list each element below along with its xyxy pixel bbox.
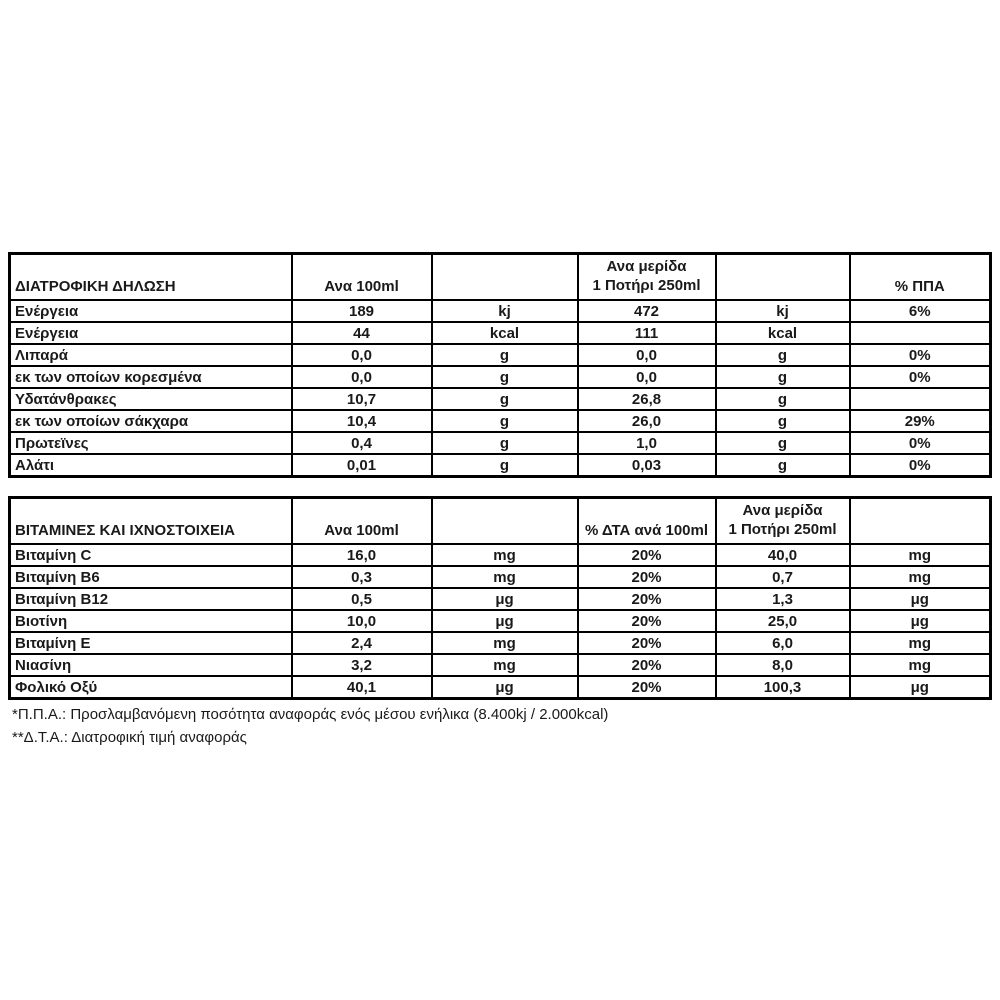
unit-per-serving: g	[716, 410, 850, 432]
value-per-serving: 25,0	[716, 610, 850, 632]
percent-dta: 20%	[578, 654, 716, 676]
value-per-100ml: 10,7	[292, 388, 432, 410]
col-header-unit-1	[432, 498, 578, 545]
value-per-100ml: 10,0	[292, 610, 432, 632]
serving-header-line1: Ανα μερίδα	[742, 502, 823, 519]
unit-per-serving: mg	[850, 544, 991, 566]
value-per-100ml: 0,4	[292, 432, 432, 454]
unit-per-serving: g	[716, 388, 850, 410]
percent-ppa: 0%	[850, 344, 991, 366]
unit-per-100ml: g	[432, 344, 578, 366]
value-per-100ml: 16,0	[292, 544, 432, 566]
unit-per-serving: g	[716, 366, 850, 388]
unit-per-serving: kcal	[716, 322, 850, 344]
table-title: ΔΙΑΤΡΟΦΙΚΗ ΔΗΛΩΣΗ	[10, 254, 292, 301]
value-per-serving: 111	[578, 322, 716, 344]
table-header-row	[10, 254, 991, 301]
percent-ppa	[850, 322, 991, 344]
value-per-100ml: 0,0	[292, 344, 432, 366]
table-row	[10, 566, 991, 588]
unit-per-100ml: mg	[432, 654, 578, 676]
table-row	[10, 410, 991, 432]
percent-ppa: 6%	[850, 300, 991, 322]
unit-per-serving: kj	[716, 300, 850, 322]
nutrient-label: εκ των οποίων κορεσμένα	[10, 366, 292, 388]
unit-per-serving: mg	[850, 654, 991, 676]
unit-per-100ml: g	[432, 432, 578, 454]
value-per-100ml: 189	[292, 300, 432, 322]
unit-per-100ml: μg	[432, 676, 578, 699]
unit-per-serving: μg	[850, 588, 991, 610]
value-per-100ml: 2,4	[292, 632, 432, 654]
value-per-100ml: 44	[292, 322, 432, 344]
unit-per-100ml: kj	[432, 300, 578, 322]
unit-per-serving: μg	[850, 610, 991, 632]
table-row	[10, 344, 991, 366]
value-per-serving: 0,0	[578, 344, 716, 366]
value-per-100ml: 40,1	[292, 676, 432, 699]
value-per-serving: 6,0	[716, 632, 850, 654]
value-per-serving: 0,0	[578, 366, 716, 388]
nutrition-label	[8, 252, 989, 752]
col-header-dta-per-100ml: % ΔΤΑ ανά 100ml	[578, 498, 716, 545]
percent-ppa: 0%	[850, 366, 991, 388]
value-per-100ml: 0,5	[292, 588, 432, 610]
percent-dta: 20%	[578, 544, 716, 566]
table-row	[10, 322, 991, 344]
nutrient-label: Ενέργεια	[10, 300, 292, 322]
value-per-serving: 26,0	[578, 410, 716, 432]
table-row	[10, 676, 991, 699]
value-per-serving: 0,7	[716, 566, 850, 588]
table-row	[10, 432, 991, 454]
vitamin-label: Βιοτίνη	[10, 610, 292, 632]
col-header-ppa: % ΠΠΑ	[850, 254, 991, 301]
unit-per-serving: g	[716, 344, 850, 366]
percent-ppa: 29%	[850, 410, 991, 432]
unit-per-100ml: g	[432, 410, 578, 432]
unit-per-100ml: mg	[432, 544, 578, 566]
vitamin-label: Βιταμίνη C	[10, 544, 292, 566]
table-row	[10, 544, 991, 566]
value-per-100ml: 10,4	[292, 410, 432, 432]
col-header-per-serving	[578, 254, 716, 301]
footnote-dta: **Δ.Τ.Α.: Διατροφική τιμή αναφοράς	[12, 729, 247, 746]
table-header-row	[10, 498, 991, 545]
table-row	[10, 366, 991, 388]
value-per-serving: 1,3	[716, 588, 850, 610]
unit-per-100ml: mg	[432, 566, 578, 588]
value-per-serving: 0,03	[578, 454, 716, 477]
vitamin-label: Φολικό Οξύ	[10, 676, 292, 699]
value-per-100ml: 0,0	[292, 366, 432, 388]
percent-ppa	[850, 388, 991, 410]
vitamin-label: Βιταμίνη B12	[10, 588, 292, 610]
value-per-serving: 26,8	[578, 388, 716, 410]
serving-header-line1: Ανα μερίδα	[606, 258, 687, 275]
unit-per-100ml: g	[432, 388, 578, 410]
unit-per-100ml: g	[432, 366, 578, 388]
value-per-serving: 8,0	[716, 654, 850, 676]
col-header-unit-2	[850, 498, 991, 545]
value-per-serving: 40,0	[716, 544, 850, 566]
unit-per-serving: g	[716, 432, 850, 454]
vitamins-trace-elements-table	[8, 496, 992, 700]
serving-header-line2: 1 Ποτήρι 250ml	[728, 521, 837, 538]
table-row	[10, 454, 991, 477]
col-header-per-serving	[716, 498, 850, 545]
col-header-unit-2	[716, 254, 850, 301]
percent-dta: 20%	[578, 566, 716, 588]
unit-per-100ml: g	[432, 454, 578, 477]
table-row	[10, 610, 991, 632]
table-row	[10, 632, 991, 654]
footnote-ppa: *Π.Π.Α.: Προσλαμβανόμενη ποσότητα αναφοράς ενός μέσου ενήλικα (8.400kj / 2.000kcal)	[12, 706, 609, 723]
nutrition-declaration-table	[8, 252, 992, 478]
value-per-100ml: 0,01	[292, 454, 432, 477]
nutrient-label: Υδατάνθρακες	[10, 388, 292, 410]
table-title: ΒΙΤΑΜΙΝΕΣ ΚΑΙ ΙΧΝΟΣΤΟΙΧΕΙΑ	[10, 498, 292, 545]
percent-dta: 20%	[578, 610, 716, 632]
table-row	[10, 388, 991, 410]
table-row	[10, 588, 991, 610]
col-header-unit-1	[432, 254, 578, 301]
unit-per-100ml: mg	[432, 632, 578, 654]
nutrient-label: Αλάτι	[10, 454, 292, 477]
nutrient-label: Λιπαρά	[10, 344, 292, 366]
nutrient-label: Ενέργεια	[10, 322, 292, 344]
unit-per-100ml: μg	[432, 610, 578, 632]
value-per-serving: 472	[578, 300, 716, 322]
unit-per-100ml: μg	[432, 588, 578, 610]
table-row	[10, 300, 991, 322]
percent-dta: 20%	[578, 632, 716, 654]
percent-dta: 20%	[578, 676, 716, 699]
vitamin-label: Βιταμίνη B6	[10, 566, 292, 588]
percent-ppa: 0%	[850, 432, 991, 454]
vitamin-label: Βιταμίνη E	[10, 632, 292, 654]
value-per-serving: 1,0	[578, 432, 716, 454]
value-per-100ml: 3,2	[292, 654, 432, 676]
col-header-per-100ml: Ανα 100ml	[292, 498, 432, 545]
value-per-100ml: 0,3	[292, 566, 432, 588]
unit-per-serving: g	[716, 454, 850, 477]
col-header-per-100ml: Ανα 100ml	[292, 254, 432, 301]
vitamin-label: Νιασίνη	[10, 654, 292, 676]
nutrient-label: Πρωτεϊνες	[10, 432, 292, 454]
table-row	[10, 654, 991, 676]
value-per-serving: 100,3	[716, 676, 850, 699]
percent-ppa: 0%	[850, 454, 991, 477]
nutrient-label: εκ των οποίων σάκχαρα	[10, 410, 292, 432]
serving-header-line2: 1 Ποτήρι 250ml	[592, 277, 701, 294]
unit-per-100ml: kcal	[432, 322, 578, 344]
unit-per-serving: mg	[850, 632, 991, 654]
unit-per-serving: mg	[850, 566, 991, 588]
unit-per-serving: μg	[850, 676, 991, 699]
percent-dta: 20%	[578, 588, 716, 610]
footnotes	[8, 706, 989, 746]
